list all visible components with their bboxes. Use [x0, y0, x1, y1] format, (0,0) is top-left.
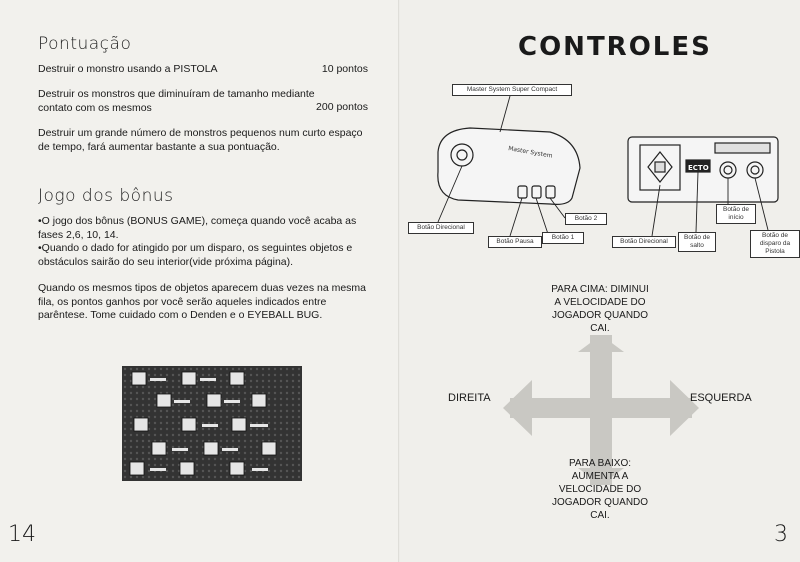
bonus-paragraph-3: Quando os mesmos tipos de objetos aparecem duas vezes na mesma fila, os pontos ganhos por você serão aqueles indicados entre parêntese. Tome cuidado com o Denden e o EYEBALL BUG.	[38, 282, 367, 321]
label-botao-direcional-1: Botão Direcional	[408, 222, 474, 234]
controles-title: CONTROLES	[518, 32, 712, 62]
dice-grid-image	[122, 366, 302, 481]
right-direction-label: ESQUERDA	[690, 392, 752, 404]
label-botao-2: Botão 2	[565, 213, 607, 225]
right-page	[400, 0, 800, 562]
score-points-2: 200 pontos	[316, 101, 368, 113]
score-text-3: Destruir um grande número de monstros pequenos num curto espaço de tempo, fará aumentar bastante a sua pontuação.	[38, 127, 363, 153]
console-label-box: Master System Super Compact	[452, 84, 572, 96]
label-botao-pausa: Botão Pausa	[488, 236, 542, 248]
svg-text:ECTO: ECTO	[688, 164, 709, 172]
bonus-game-screenshot	[122, 366, 302, 481]
svg-text:Master System: Master System	[507, 145, 553, 160]
page-number-right: 3	[774, 522, 788, 547]
left-direction-label: DIREITA	[448, 392, 491, 404]
score-points-1: 10 pontos	[321, 63, 368, 75]
down-direction-text: PARA BAIXO: AUMENTA A VELOCIDADE DO JOGADOR QUANDO CAI.	[551, 458, 649, 521]
pontuacao-heading: Pontuação	[38, 34, 132, 54]
bonus-paragraph-2: •Quando o dado for atingido por um disparo, os seguintes objetos e obstáculos sairão do seu interior(vide próxima página).	[38, 242, 353, 268]
page-number-left: 14	[8, 522, 36, 547]
label-botao-direcional-2: Botão Direcional	[612, 236, 676, 248]
label-botao-disparo: Botão de disparo da Pistola	[750, 230, 800, 258]
label-botao-1: Botão 1	[542, 232, 584, 244]
label-botao-inicio: Botão de início	[716, 204, 756, 224]
score-text-2: Destruir os monstros que diminuíram de tamanho mediante contato com os mesmos	[38, 88, 315, 114]
bonus-heading: Jogo dos bônus	[38, 186, 174, 206]
score-text-1: Destruir o monstro usando a PISTOLA	[38, 63, 218, 75]
label-botao-salto: Botão de salto	[678, 232, 716, 252]
bonus-paragraph-1: •O jogo dos bônus (BONUS GAME), começa quando você acaba as fases 2,6, 10, 14.	[38, 215, 357, 241]
up-direction-text: PARA CIMA: DIMINUI A VELOCIDADE DO JOGADOR QUANDO CAI.	[551, 284, 649, 334]
